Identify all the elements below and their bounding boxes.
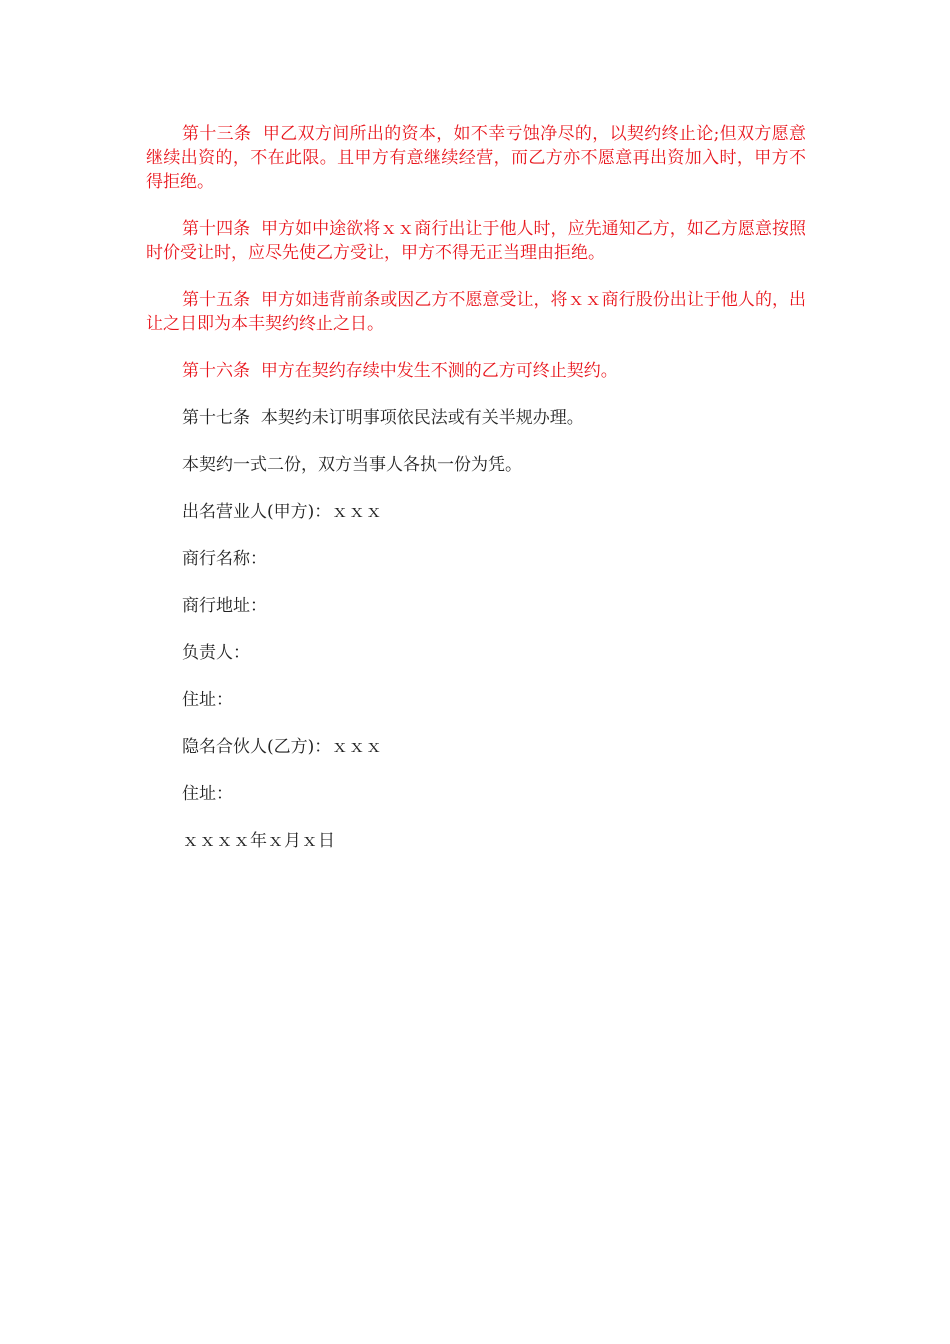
- article-number: 第十六条: [182, 361, 250, 381]
- field-label: 住址：: [182, 690, 233, 710]
- article-number: 第十七条: [182, 408, 250, 428]
- document-body: [146, 122, 806, 876]
- field-value: ｘｘｘ: [331, 737, 383, 757]
- field-party-a: [146, 500, 806, 524]
- field-shop-address: [146, 594, 806, 618]
- field-responsible-person: [146, 641, 806, 665]
- field-shop-name: [146, 547, 806, 571]
- article-text: 甲方在契约存续中发生不测的乙方可终止契约。: [260, 361, 618, 381]
- article-16: [146, 359, 806, 383]
- article-text: 甲方如中途欲将ｘｘ商行出让于他人时，应先通知乙方，如乙方愿意按照时价受让时，应尽先使乙方受让，甲方不得无正当理由拒绝。: [146, 219, 807, 263]
- signing-date: ｘｘｘｘ年ｘ月ｘ日: [182, 831, 335, 851]
- article-15: [146, 288, 806, 336]
- field-label: 隐名合伙人(乙方)：: [182, 737, 332, 757]
- field-address-a: [146, 688, 806, 712]
- field-party-b: [146, 735, 806, 759]
- article-17: [146, 406, 806, 430]
- article-number: 第十四条: [182, 219, 251, 239]
- field-label: 负责人：: [182, 643, 250, 663]
- article-13: [146, 122, 806, 194]
- field-label: 商行名称：: [182, 549, 267, 569]
- closing-statement: 本契约一式二份，双方当事人各执一份为凭。: [182, 455, 522, 475]
- article-number: 第十五条: [182, 290, 251, 310]
- article-text: 甲乙双方间所出的资本，如不幸亏蚀净尽的，以契约终止论;但双方愿意继续出资的，不在此限。且甲方有意继续经营，而乙方亦不愿意再出资加入时，甲方不得拒绝。: [146, 124, 807, 192]
- article-number: 第十三条: [182, 124, 252, 144]
- article-text: 甲方如违背前条或因乙方不愿意受让，将ｘｘ商行股份出让于他人的，出让之日即为本丰契约终止之日。: [146, 290, 807, 334]
- article-text: 本契约未订明事项依民法或有关半规办理。: [260, 408, 584, 428]
- article-14: [146, 217, 806, 265]
- field-value: ｘｘｘ: [331, 502, 383, 522]
- field-label: 出名营业人(甲方)：: [182, 502, 332, 522]
- field-address-b: [146, 782, 806, 806]
- field-label: 住址：: [182, 784, 233, 804]
- field-label: 商行地址：: [182, 596, 267, 616]
